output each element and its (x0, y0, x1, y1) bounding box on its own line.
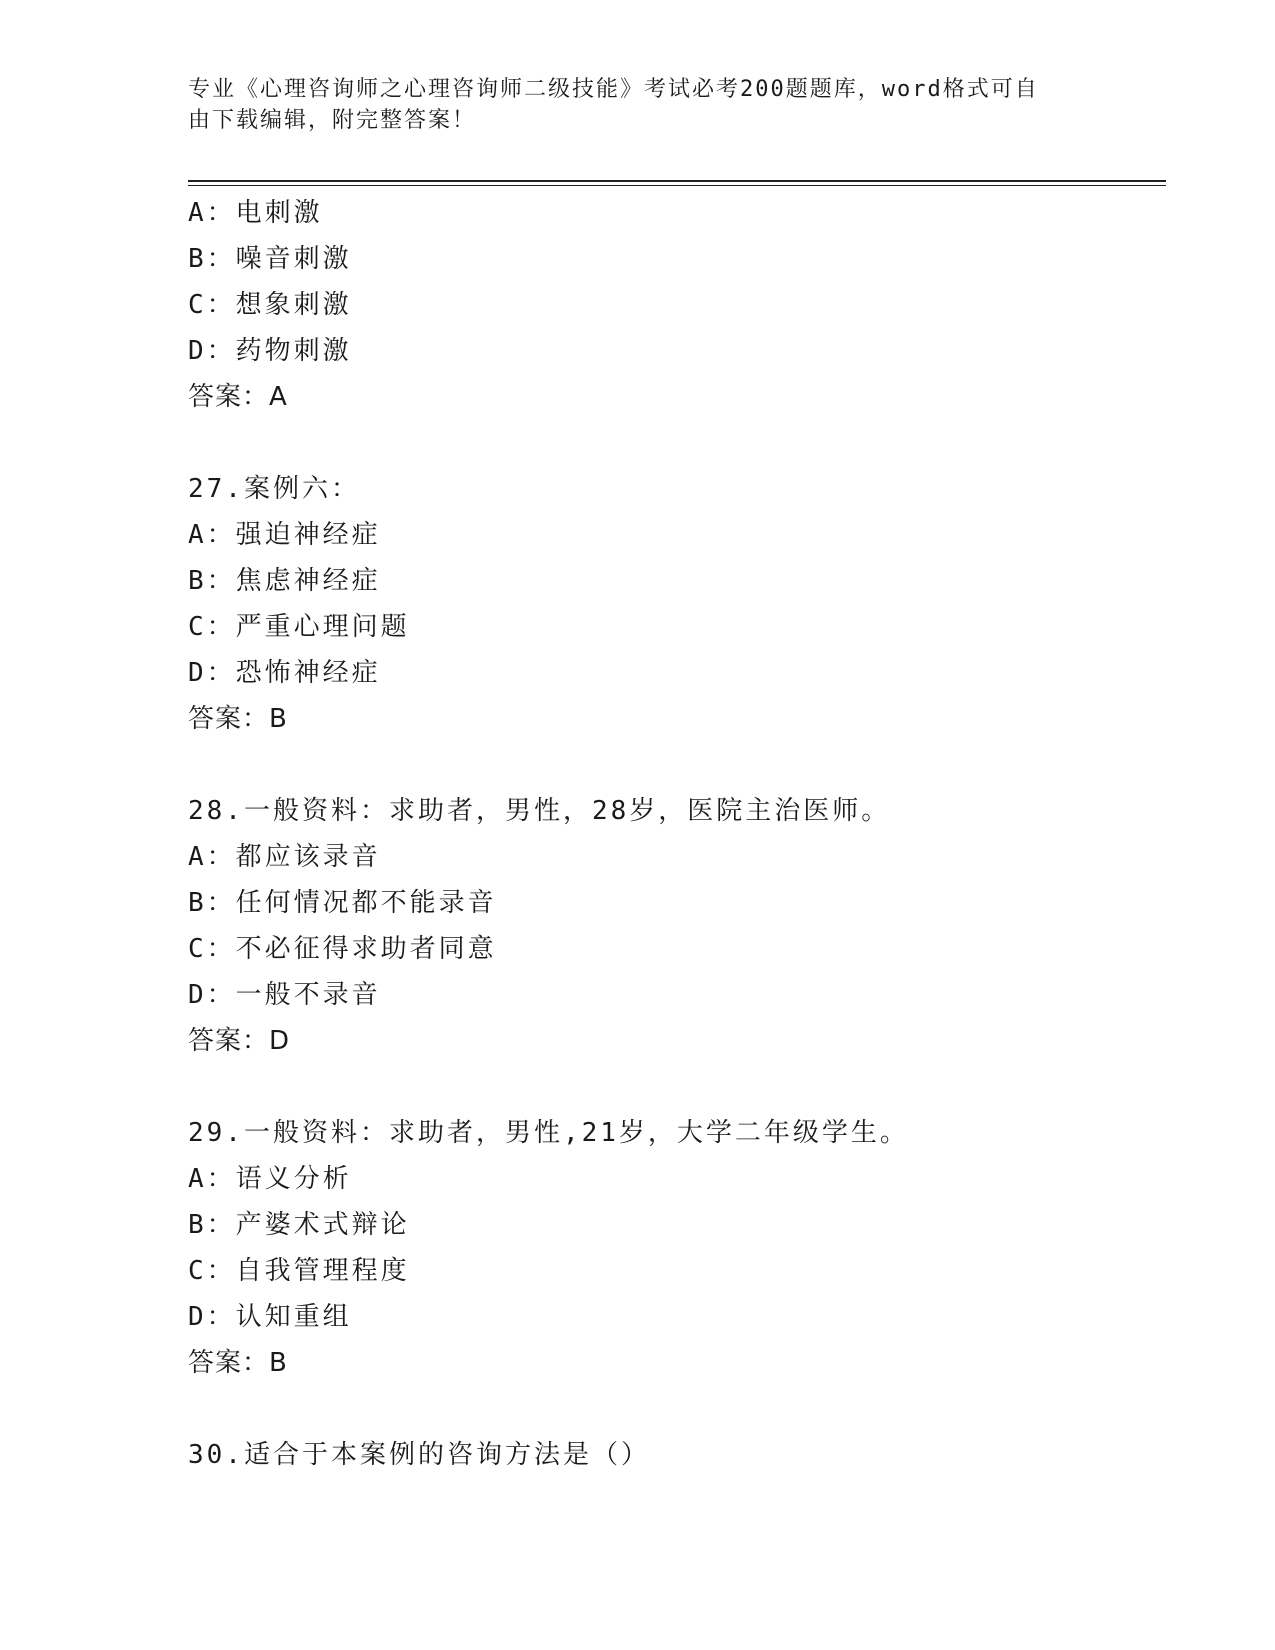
question-list (188, 190, 1168, 1478)
question-29 (188, 1110, 1168, 1386)
option-c: C：自我管理程度 (188, 1256, 410, 1286)
spacer (188, 420, 1168, 466)
question-stem: 30.适合于本案例的咨询方法是（） (188, 1440, 650, 1470)
option-c: C：严重心理问题 (188, 612, 410, 642)
question-stem: 27.案例六： (188, 474, 360, 504)
header-line-2: 由下载编辑，附完整答案！ (188, 108, 477, 133)
option-d: D：一般不录音 (188, 980, 381, 1010)
spacer (188, 1386, 1168, 1432)
option-a: A：强迫神经症 (188, 520, 381, 550)
header-line-1: 专业《心理咨询师之心理咨询师二级技能》考试必考200题题库，word格式可自 (188, 77, 1039, 102)
option-b: B：产婆术式辩论 (188, 1210, 410, 1240)
question-30 (188, 1432, 1168, 1478)
option-b: B：任何情况都不能录音 (188, 888, 497, 918)
option-d: D：认知重组 (188, 1302, 352, 1332)
option-a: A：语义分析 (188, 1164, 352, 1194)
spacer (188, 1064, 1168, 1110)
question-28 (188, 788, 1168, 1064)
answer-line: 答案：B (188, 1348, 288, 1378)
question-27 (188, 466, 1168, 742)
question-stem: 29.一般资料：求助者，男性,21岁，大学二年级学生。 (188, 1118, 909, 1148)
option-b: B：焦虑神经症 (188, 566, 381, 596)
answer-line: 答案：D (188, 1026, 291, 1056)
question-26 (188, 190, 1168, 420)
option-d: D：药物刺激 (188, 336, 352, 366)
document-header (188, 74, 1088, 136)
option-c: C：不必征得求助者同意 (188, 934, 497, 964)
option-b: B：噪音刺激 (188, 244, 352, 274)
answer-line: 答案：B (188, 704, 288, 734)
spacer (188, 742, 1168, 788)
question-stem: 28.一般资料：求助者，男性，28岁，医院主治医师。 (188, 796, 891, 826)
option-d: D：恐怖神经症 (188, 658, 381, 688)
option-c: C：想象刺激 (188, 290, 352, 320)
header-divider-thick (188, 180, 1166, 182)
option-a: A：电刺激 (188, 198, 323, 228)
header-divider-thin (188, 185, 1166, 186)
answer-line: 答案：A (188, 382, 288, 412)
option-a: A：都应该录音 (188, 842, 381, 872)
